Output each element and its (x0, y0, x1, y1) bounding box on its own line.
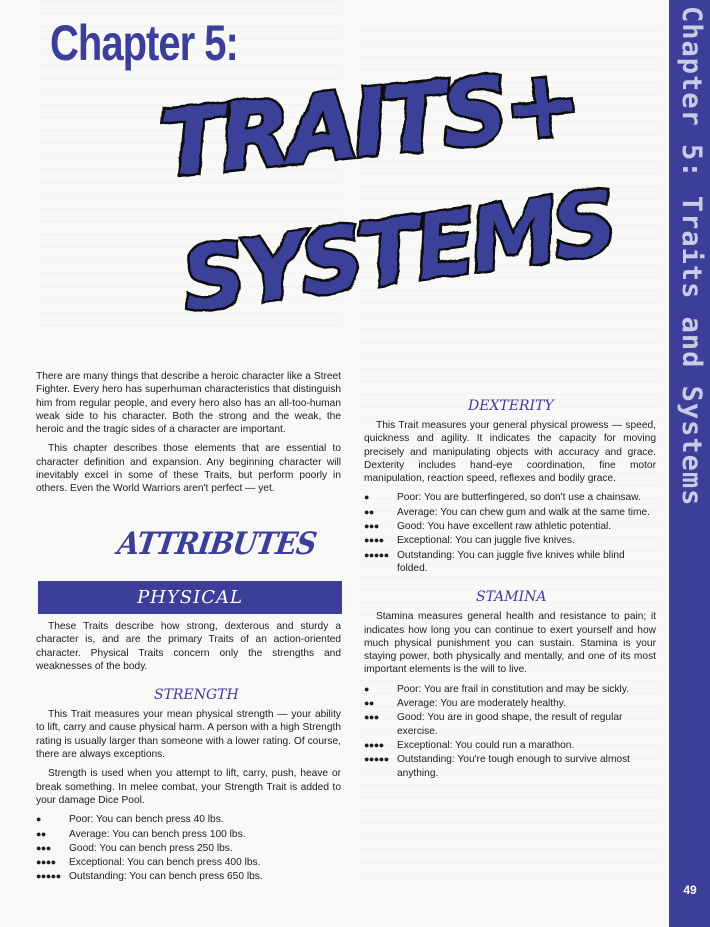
dexterity-heading: DEXTERITY (468, 398, 554, 414)
rating-dots: ●●●●● (364, 549, 389, 560)
list-item (364, 534, 656, 547)
intro-paragraph-2: This chapter describes those elements that are essential to character definition and expansion. Any beginning character will inevitably excel in some of these Traits, but perform poorly in others. Even the World Warriors aren't perfect — yet. (36, 443, 341, 495)
rating-dots: ● (364, 492, 369, 503)
rating-dots: ●●●●● (36, 871, 61, 882)
sidebar-chapter-title: Chapter 5: Traits and Systems (676, 6, 707, 507)
physical-band-label: PHYSICAL (137, 587, 243, 608)
rating-dots: ●●●●● (364, 754, 389, 765)
rating-dots: ● (364, 683, 369, 694)
rating-text: Good: You have excellent raw athletic potential. (397, 521, 612, 533)
list-item (364, 683, 656, 696)
rating-text: Average: You are moderately healthy. (397, 698, 566, 710)
list-item (364, 711, 656, 738)
rating-text: Poor: You are frail in constitution and may be sickly. (397, 683, 629, 695)
strength-heading: STRENGTH (154, 687, 239, 704)
page-number: 49 (683, 883, 697, 897)
list-item (364, 491, 656, 504)
list-item (364, 697, 656, 710)
list-item (364, 506, 656, 519)
strength-paragraph-1: This Trait measures your mean physical strength — your ability to lift, carry and cause physical harm. A person with a high Strength rating is usually larger than someone with a lower rating. Of course, there are always exceptions. (36, 709, 341, 761)
intro-paragraph-1: There are many things that describe a heroic character like a Street Fighter. Every hero has superhuman characteristics that distinguish him from regular people, and every hero also has an all-too-human weak side to his character. Both the strong and the weak, the heroic and the tragic sides of a character are important. (36, 371, 341, 436)
physical-band (38, 581, 342, 614)
rating-dots: ●●●● (364, 535, 384, 546)
rating-dots: ● (36, 814, 41, 825)
title-line-traits: TRAITS+ (156, 48, 583, 199)
attributes-heading: ATTRIBUTES (115, 525, 319, 562)
list-item (364, 520, 656, 533)
rating-text: Poor: You are butterfingered, so don't use a chainsaw. (397, 492, 641, 504)
list-item (364, 739, 656, 752)
dexterity-ratings (364, 491, 656, 575)
chapter-sidebar (669, 0, 710, 927)
rating-text: Good: You can bench press 250 lbs. (69, 842, 233, 854)
list-item (36, 870, 341, 883)
rating-text: Average: You can bench press 100 lbs. (69, 828, 246, 840)
rating-text: Average: You can chew gum and walk at the same time. (397, 506, 650, 518)
rating-dots: ●● (364, 506, 374, 517)
rating-text: Exceptional: You can juggle five knives. (397, 535, 575, 547)
rating-text: Outstanding: You can juggle five knives while blind folded. (397, 549, 625, 574)
dexterity-paragraph: This Trait measures your general physical prowess — speed, quickness and agility. It indicates the capacity for moving precisely and manipulating objects with accuracy and grace. Dexterity includes hand-eye coordination, fine motor manipulation, reaction speed, reflexes and bodily grace. (364, 420, 656, 485)
list-item (36, 813, 341, 826)
rating-dots: ●●● (364, 712, 379, 723)
rating-dots: ●● (36, 828, 46, 839)
rating-dots: ●●● (36, 842, 51, 853)
list-item (36, 828, 341, 841)
title-line-systems: SYSTEMS (175, 170, 620, 333)
stamina-paragraph: Stamina measures general health and resistance to pain; it indicates how long you can continue to exert yourself and how much physical punishment you can sustain. Stamina is your staying power, both physically and mentally, and one of its most important elements is the will to live. (364, 611, 656, 676)
rating-text: Exceptional: You could run a marathon. (397, 739, 575, 751)
list-item (364, 753, 656, 780)
rating-text: Outstanding: You're tough enough to survive almost anything. (397, 754, 631, 779)
rating-dots: ●●●● (36, 857, 56, 868)
chapter-label: Chapter 5: (50, 16, 238, 71)
left-column (36, 370, 341, 502)
rating-text: Poor: You can bench press 40 lbs. (69, 814, 224, 826)
stamina-heading: STAMINA (476, 589, 547, 606)
physical-section (36, 620, 341, 888)
rating-dots: ●●●● (364, 739, 384, 750)
physical-intro: These Traits describe how strong, dexterous and sturdy a character is, and are the primary Traits of an action-oriented character. Physical Traits concern only the strengths and weaknesses of the body. (36, 621, 341, 672)
list-item (36, 842, 341, 855)
right-column (364, 398, 656, 784)
list-item (364, 549, 656, 576)
list-item (36, 856, 341, 869)
rating-text: Good: You are in good shape, the result of regular exercise. (397, 712, 623, 737)
strength-ratings (36, 813, 341, 883)
stamina-ratings (364, 683, 656, 780)
rating-text: Outstanding: You can bench press 650 lbs. (69, 871, 263, 883)
rating-dots: ●●● (364, 521, 379, 532)
strength-paragraph-2: Strength is used when you attempt to lift, carry, push, heave or break something. In melee combat, your Strength Trait is added to your damage Dice Pool. (36, 768, 341, 806)
rating-dots: ●● (364, 698, 374, 709)
title-art (150, 40, 620, 340)
rating-text: Exceptional: You can bench press 400 lbs. (69, 857, 261, 869)
